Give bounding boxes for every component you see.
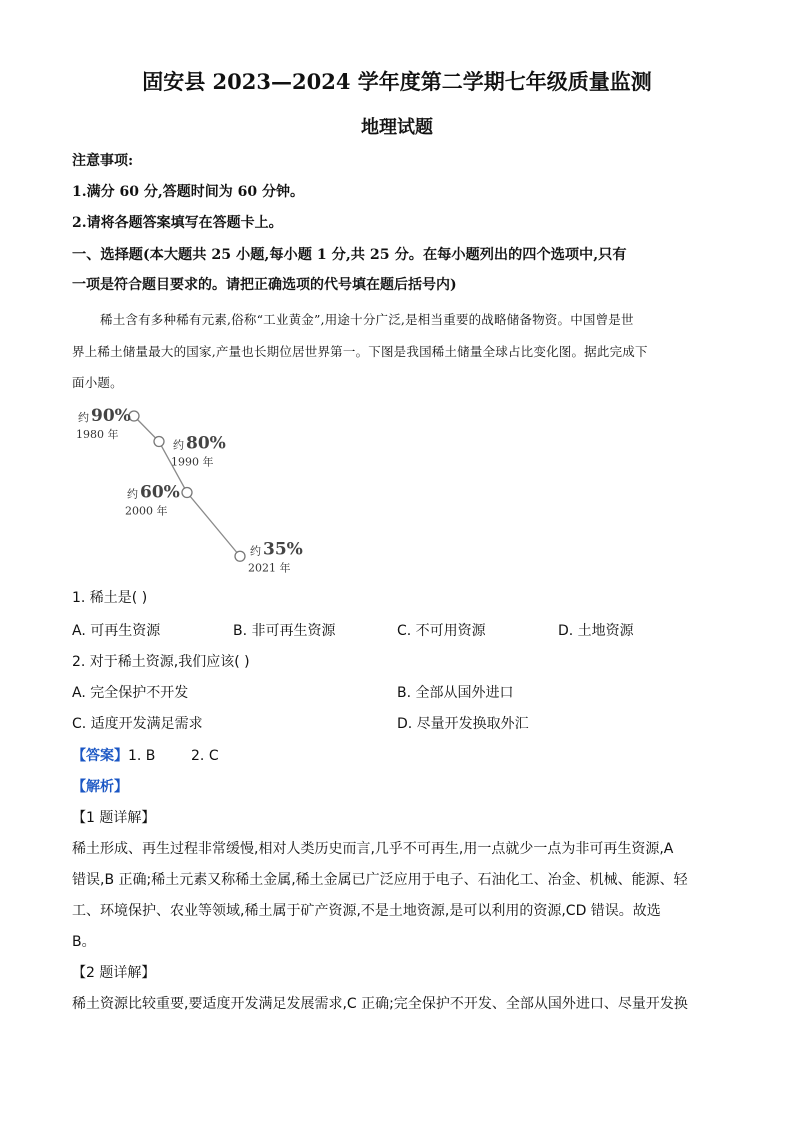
section-heading-line-1: 一、选择题(本大题共 25 小题,每小题 1 分,共 25 分。在每小题列出的四个选项中,只有 (72, 247, 627, 263)
q2-analysis-line-1: 稀土资源比较重要,要适度开发满足发展需求,C 正确;完全保护不开发、全部从国外进口、尽量开发换 (72, 996, 688, 1012)
q1-analysis-line-2: 错误,B 正确;稀土元素又称稀土金属,稀土金属已广泛应用于电子、石油化工、冶金、机械、能源、轻 (72, 872, 688, 888)
q1-option-d[interactable]: D. 土地资源 (558, 623, 634, 639)
question-2-stem: 2. 对于稀土资源,我们应该( ) (72, 654, 250, 670)
q1-option-b[interactable]: B. 非可再生资源 (233, 623, 336, 639)
notice-item-1: 1.满分 60 分,答题时间为 60 分钟。 (72, 184, 304, 200)
answer-label: 【答案】 (72, 748, 128, 764)
q1-option-c[interactable]: C. 不可用资源 (397, 623, 486, 639)
q2-option-a[interactable]: A. 完全保护不开发 (72, 685, 189, 701)
analysis-label: 【解析】 (72, 779, 128, 795)
chart-data-label: 60% (140, 482, 180, 503)
answer-text: 1. B 2. C (128, 748, 219, 764)
q1-analysis-line-4: B。 (72, 934, 96, 950)
q1-analysis-heading: 【1 题详解】 (72, 810, 156, 826)
notice-heading: 注意事项: (72, 153, 134, 169)
section-heading-line-2: 一项是符合题目要求的。请把正确选项的代号填在题后括号内) (72, 277, 457, 293)
q2-option-b[interactable]: B. 全部从国外进口 (397, 685, 514, 701)
chart-point-3 (182, 488, 192, 498)
chart-point-4 (235, 551, 245, 561)
passage-line-1: 稀土含有多种稀有元素,俗称“工业黄金”,用途十分广泛,是相当重要的战略储备物资。中国曾是世 (100, 312, 634, 327)
chart-data-label: 80% (186, 433, 226, 454)
page-subtitle: 地理试题 (361, 117, 433, 138)
q2-option-c[interactable]: C. 适度开发满足需求 (72, 716, 203, 732)
chart-year-label: 1990 年 (171, 455, 214, 469)
chart-value-prefix: 约 (250, 544, 261, 558)
chart-value-prefix: 约 (78, 411, 89, 424)
q1-analysis-line-1: 稀土形成、再生过程非常缓慢,相对人类历史而言,几乎不可再生,用一点就少一点为非可再生资源,A (72, 841, 674, 857)
rare-earth-share-chart (70, 396, 310, 586)
chart-year-label: 2021 年 (248, 561, 291, 575)
q2-option-d[interactable]: D. 尽量开发换取外汇 (397, 716, 529, 732)
chart-value-prefix: 约 (127, 487, 138, 501)
notice-item-2: 2.请将各题答案填写在答题卡上。 (72, 215, 283, 231)
q1-analysis-line-3: 工、环境保护、农业等领域,稀土属于矿产资源,不是土地资源,是可以利用的资源,CD 错误。故选 (72, 903, 661, 919)
chart-data-label: 90% (91, 406, 131, 426)
passage-line-3: 面小题。 (72, 375, 123, 390)
page-title: 固安县 2023—2024 学年度第二学期七年级质量监测 (142, 69, 652, 94)
chart-point-2 (154, 437, 164, 447)
question-1-stem: 1. 稀土是( ) (72, 590, 148, 606)
q1-option-a[interactable]: A. 可再生资源 (72, 623, 161, 639)
chart-value-prefix: 约 (173, 438, 184, 452)
chart-data-label: 35% (263, 539, 303, 560)
q2-analysis-heading: 【2 题详解】 (72, 965, 156, 981)
passage-line-2: 界上稀土储量最大的国家,产量也长期位居世界第一。下图是我国稀土储量全球占比变化图。据此完成下 (72, 344, 648, 359)
chart-year-label: 1980 年 (76, 428, 119, 441)
chart-year-label: 2000 年 (125, 504, 168, 518)
answer-line (72, 745, 219, 765)
